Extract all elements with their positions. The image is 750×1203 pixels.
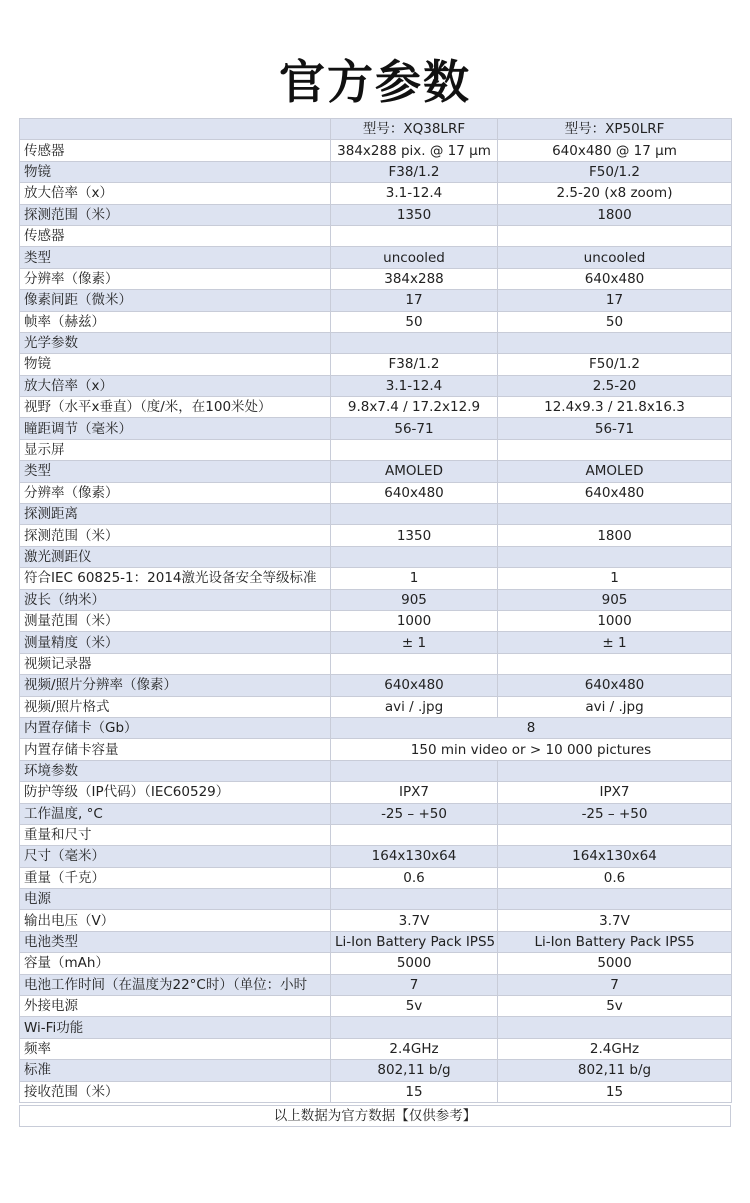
row-value-model-2: 905 — [498, 589, 732, 610]
row-value-model-2: Li-Ion Battery Pack IPS5 — [498, 931, 732, 952]
row-value-model-1: 384x288 pix. @ 17 μm — [331, 140, 498, 161]
table-row — [20, 739, 732, 760]
row-value-model-1: 5v — [331, 996, 498, 1017]
row-label: 工作温度, °C — [20, 803, 331, 824]
row-value-model-1: uncooled — [331, 247, 498, 268]
row-value-model-2: 15 — [498, 1081, 732, 1102]
table-row — [20, 675, 732, 696]
row-value-model-1: 384x288 — [331, 268, 498, 289]
row-label: 分辨率（像素） — [20, 268, 331, 289]
header-cell-label — [20, 119, 331, 140]
row-label: 波长（纳米） — [20, 589, 331, 610]
row-value-model-2: 1800 — [498, 204, 732, 225]
table-row — [20, 525, 732, 546]
table-header-row — [20, 119, 732, 140]
row-label: 接收范围（米） — [20, 1081, 331, 1102]
table-row — [20, 461, 732, 482]
table-row — [20, 354, 732, 375]
table-row — [20, 846, 732, 867]
row-value-model-1 — [331, 546, 498, 567]
row-label: 内置存储卡容量 — [20, 739, 331, 760]
row-value-model-2: 3.7V — [498, 910, 732, 931]
row-value-model-1 — [331, 439, 498, 460]
row-label: 探测范围（米） — [20, 204, 331, 225]
row-value-model-2: 1000 — [498, 610, 732, 631]
row-value-model-1: 802,11 b/g — [331, 1060, 498, 1081]
row-label: 视频记录器 — [20, 653, 331, 674]
row-value-model-2: 17 — [498, 290, 732, 311]
row-value-model-2 — [498, 760, 732, 781]
table-row — [20, 290, 732, 311]
spec-table-body — [20, 119, 732, 1103]
row-label: 尺寸（毫米） — [20, 846, 331, 867]
row-value-model-1: F38/1.2 — [331, 354, 498, 375]
page-title: 官方参数 — [279, 55, 471, 109]
table-row — [20, 418, 732, 439]
row-label: 传感器 — [20, 140, 331, 161]
row-label: 容量（mAh） — [20, 953, 331, 974]
row-value-model-2: 164x130x64 — [498, 846, 732, 867]
row-value-model-1: 1350 — [331, 204, 498, 225]
row-label: 符合IEC 60825-1：2014激光设备安全等级标准 — [20, 568, 331, 589]
row-value-model-2: 7 — [498, 974, 732, 995]
table-row — [20, 782, 732, 803]
row-value-model-1: AMOLED — [331, 461, 498, 482]
row-value-model-2: 2.4GHz — [498, 1038, 732, 1059]
table-row — [20, 568, 732, 589]
row-label: 频率 — [20, 1038, 331, 1059]
row-label: 像素间距（微米） — [20, 290, 331, 311]
row-label: 分辨率（像素） — [20, 482, 331, 503]
row-label: 内置存储卡（Gb） — [20, 717, 331, 738]
row-value-model-1: 2.4GHz — [331, 1038, 498, 1059]
table-row — [20, 717, 732, 738]
table-row — [20, 974, 732, 995]
row-value-model-2 — [498, 653, 732, 674]
row-value-model-1: 1350 — [331, 525, 498, 546]
row-label: 激光测距仪 — [20, 546, 331, 567]
row-label: 探测距离 — [20, 504, 331, 525]
row-label: 视频/照片分辨率（像素） — [20, 675, 331, 696]
row-value-model-2 — [498, 546, 732, 567]
row-value-model-2: 1 — [498, 568, 732, 589]
table-row — [20, 953, 732, 974]
row-value-model-1: 640x480 — [331, 482, 498, 503]
row-value-merged: 150 min video or > 10 000 pictures — [331, 739, 732, 760]
table-row — [20, 268, 732, 289]
table-row — [20, 1081, 732, 1102]
row-value-model-2 — [498, 225, 732, 246]
row-label: 输出电压（V） — [20, 910, 331, 931]
table-row — [20, 931, 732, 952]
row-label: 物镜 — [20, 354, 331, 375]
row-value-model-2: 640x480 @ 17 μm — [498, 140, 732, 161]
row-value-model-2: ± 1 — [498, 632, 732, 653]
row-value-model-1: F38/1.2 — [331, 161, 498, 182]
row-value-model-1: 640x480 — [331, 675, 498, 696]
row-value-model-2: F50/1.2 — [498, 354, 732, 375]
table-row — [20, 889, 732, 910]
row-value-model-2 — [498, 439, 732, 460]
row-label: 帧率（赫兹） — [20, 311, 331, 332]
table-row — [20, 803, 732, 824]
table-row — [20, 247, 732, 268]
row-value-model-1: 3.7V — [331, 910, 498, 931]
table-row — [20, 760, 732, 781]
row-value-model-1: 9.8x7.4 / 17.2x12.9 — [331, 397, 498, 418]
header-cell-model-2: 型号：XP50LRF — [498, 119, 732, 140]
row-label: 电源 — [20, 889, 331, 910]
table-row — [20, 375, 732, 396]
row-value-model-1 — [331, 332, 498, 353]
row-value-model-2: 5v — [498, 996, 732, 1017]
row-value-model-2: 640x480 — [498, 268, 732, 289]
table-row — [20, 482, 732, 503]
table-row — [20, 824, 732, 845]
table-row — [20, 589, 732, 610]
row-value-model-2: -25 – +50 — [498, 803, 732, 824]
row-label: 视野（水平x垂直）（度/米，在100米处） — [20, 397, 331, 418]
table-row — [20, 610, 732, 631]
row-value-model-2: 640x480 — [498, 675, 732, 696]
row-label: 类型 — [20, 461, 331, 482]
row-value-model-1: IPX7 — [331, 782, 498, 803]
row-value-model-1: 50 — [331, 311, 498, 332]
row-value-model-2 — [498, 1017, 732, 1038]
row-value-model-2: F50/1.2 — [498, 161, 732, 182]
row-value-model-1: 56-71 — [331, 418, 498, 439]
row-label: 传感器 — [20, 225, 331, 246]
row-value-model-2 — [498, 332, 732, 353]
row-label: 外接电源 — [20, 996, 331, 1017]
row-value-model-2: 5000 — [498, 953, 732, 974]
row-value-model-1: 3.1-12.4 — [331, 183, 498, 204]
row-value-model-1: 1000 — [331, 610, 498, 631]
row-label: 视频/照片格式 — [20, 696, 331, 717]
table-row — [20, 653, 732, 674]
row-label: Wi-Fi功能 — [20, 1017, 331, 1038]
footer-note: 以上数据为官方数据【仅供参考】 — [19, 1105, 731, 1127]
table-row — [20, 504, 732, 525]
row-value-model-1: 5000 — [331, 953, 498, 974]
row-value-model-1: 0.6 — [331, 867, 498, 888]
row-value-merged: 8 — [331, 717, 732, 738]
row-value-model-1 — [331, 225, 498, 246]
table-row — [20, 867, 732, 888]
row-value-model-1 — [331, 824, 498, 845]
spec-table — [19, 118, 732, 1103]
table-row — [20, 311, 732, 332]
table-row — [20, 696, 732, 717]
table-row — [20, 204, 732, 225]
row-value-model-1: avi / .jpg — [331, 696, 498, 717]
table-row — [20, 140, 732, 161]
table-row — [20, 183, 732, 204]
row-label: 显示屏 — [20, 439, 331, 460]
row-value-model-2: 2.5-20 — [498, 375, 732, 396]
row-value-model-2: 56-71 — [498, 418, 732, 439]
row-value-model-2: 12.4x9.3 / 21.8x16.3 — [498, 397, 732, 418]
row-value-model-1 — [331, 504, 498, 525]
row-label: 放大倍率（x） — [20, 183, 331, 204]
table-row — [20, 1060, 732, 1081]
table-row — [20, 225, 732, 246]
row-label: 光学参数 — [20, 332, 331, 353]
header-cell-model-1: 型号：XQ38LRF — [331, 119, 498, 140]
row-value-model-1: 164x130x64 — [331, 846, 498, 867]
row-label: 瞳距调节（毫米） — [20, 418, 331, 439]
row-value-model-2: 1800 — [498, 525, 732, 546]
row-value-model-2 — [498, 504, 732, 525]
row-label: 探测范围（米） — [20, 525, 331, 546]
row-value-model-1: ± 1 — [331, 632, 498, 653]
row-value-model-2 — [498, 824, 732, 845]
row-label: 类型 — [20, 247, 331, 268]
table-row — [20, 1038, 732, 1059]
row-value-model-2: 802,11 b/g — [498, 1060, 732, 1081]
row-label: 重量（千克） — [20, 867, 331, 888]
table-row — [20, 632, 732, 653]
table-row — [20, 397, 732, 418]
row-value-model-2: 50 — [498, 311, 732, 332]
row-label: 测量精度（米） — [20, 632, 331, 653]
table-row — [20, 161, 732, 182]
row-value-model-2: 640x480 — [498, 482, 732, 503]
row-label: 防护等级（IP代码）（IEC60529） — [20, 782, 331, 803]
row-value-model-2: IPX7 — [498, 782, 732, 803]
table-row — [20, 1017, 732, 1038]
row-value-model-1: 15 — [331, 1081, 498, 1102]
row-value-model-1: 1 — [331, 568, 498, 589]
row-value-model-1: -25 – +50 — [331, 803, 498, 824]
table-row — [20, 546, 732, 567]
row-value-model-1 — [331, 889, 498, 910]
row-label: 环境参数 — [20, 760, 331, 781]
row-value-model-2: 0.6 — [498, 867, 732, 888]
row-label: 测量范围（米） — [20, 610, 331, 631]
table-row — [20, 332, 732, 353]
row-label: 放大倍率（x） — [20, 375, 331, 396]
row-value-model-2: uncooled — [498, 247, 732, 268]
row-value-model-2: avi / .jpg — [498, 696, 732, 717]
row-value-model-1: 3.1-12.4 — [331, 375, 498, 396]
row-value-model-1 — [331, 760, 498, 781]
row-value-model-1 — [331, 653, 498, 674]
row-label: 电池类型 — [20, 931, 331, 952]
row-label: 重量和尺寸 — [20, 824, 331, 845]
table-row — [20, 910, 732, 931]
row-value-model-1: Li-Ion Battery Pack IPS5 — [331, 931, 498, 952]
row-value-model-1: 17 — [331, 290, 498, 311]
row-value-model-1: 905 — [331, 589, 498, 610]
table-row — [20, 439, 732, 460]
row-label: 物镜 — [20, 161, 331, 182]
row-value-model-1: 7 — [331, 974, 498, 995]
row-value-model-2: AMOLED — [498, 461, 732, 482]
row-value-model-2: 2.5-20 (x8 zoom) — [498, 183, 732, 204]
row-label: 标准 — [20, 1060, 331, 1081]
row-label: 电池工作时间（在温度为22°C时）（单位：小时 — [20, 974, 331, 995]
table-row — [20, 996, 732, 1017]
row-value-model-1 — [331, 1017, 498, 1038]
row-value-model-2 — [498, 889, 732, 910]
